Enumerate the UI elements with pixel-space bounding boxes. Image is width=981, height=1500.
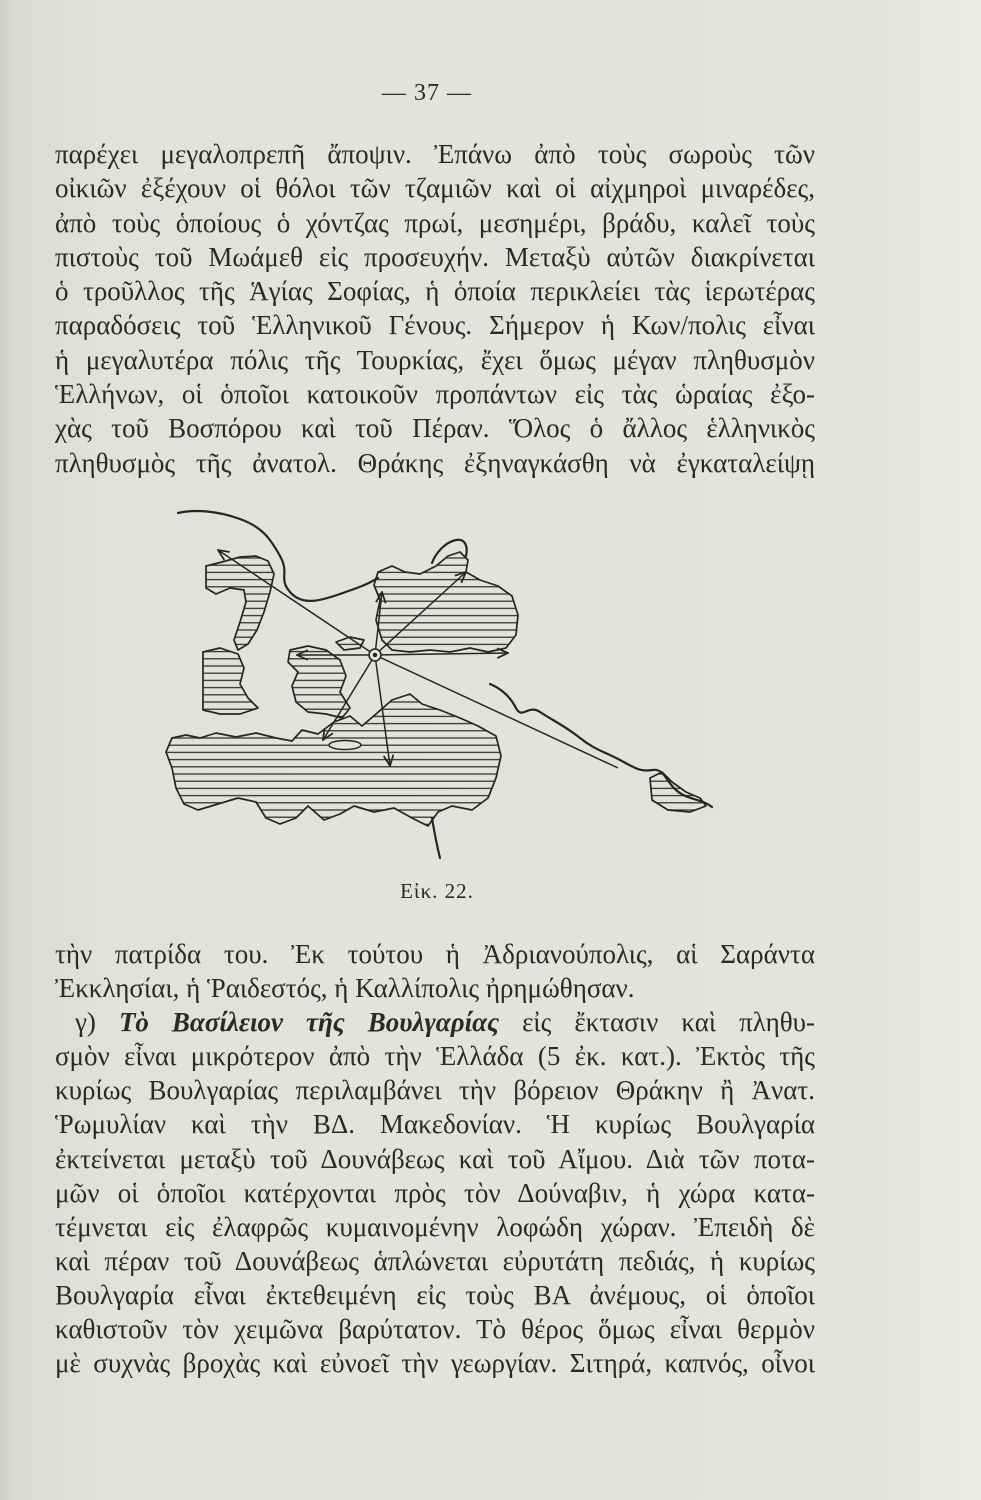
text-line: παρέχει μεγαλοπρεπῆ ἄποψιν. Ἐπάνω ἀπὸ τοὺς σωροὺς τῶν (55, 139, 815, 169)
text-line: καθιστοῦν τὸν χειμῶνα βαρύτατον. Τὸ θέρος ὅμως εἶναι θερμὸν (55, 1314, 815, 1345)
figure-caption: Εἰκ. 22. (400, 879, 474, 903)
text-line: Ἐκκλησίαι, ἡ Ῥαιδεστός, ἡ Καλλίπολις ἠρημώθησαν. (55, 973, 635, 1004)
section-heading-line (55, 1005, 815, 1039)
map-figure (150, 490, 730, 870)
text-line: χὰς τοῦ Βοσπόρου καὶ τοῦ Πέραν. Ὅλος ὁ ἄλλος ἑλληνικὸς (55, 413, 815, 444)
text-line: ἡ μεγαλυτέρα πόλις τῆς Τουρκίας, ἔχει ὅμως μέγαν πληθυσμὸν (55, 344, 815, 375)
page-number: — 37 — (382, 80, 472, 106)
island-shape (329, 741, 361, 750)
text-line: οἰκιῶν ἐξέχουν οἱ θόλοι τῶν τζαμιῶν καὶ οἱ αἰχμηροὶ μιναρέδες, (55, 173, 815, 204)
hatched-sea-region (288, 646, 350, 718)
hatched-sea-region (203, 648, 258, 714)
center-marker (369, 649, 381, 661)
text-line: ὁ τροῦλλος τῆς Ἁγίας Σοφίας, ἡ ὁποία περικλείει τὰς ἱερωτέρας (55, 276, 815, 307)
paragraph-top (55, 137, 815, 480)
section-marker: γ) (75, 1007, 96, 1038)
text-line: παραδόσεις τοῦ Ἑλληνικοῦ Γένους. Σήμερον ἡ Κων/πολις εἶναι (55, 310, 815, 341)
text-line: σμὸν εἶναι μικρότερον ἀπὸ τὴν Ἑλλάδα (5 ἐκ. κατ.). Ἐκτὸς τῆς (55, 1041, 815, 1072)
text-line: τέμνεται εἰς ἐλαφρῶς κυμαινομένην λοφώδη χώραν. Ἐπειδὴ δὲ (55, 1211, 815, 1242)
section-heading: Τὸ Βασίλειον τῆς Βουλγαρίας (118, 1007, 500, 1038)
text-line: Ῥωμυλίαν καὶ τὴν ΒΔ. Μακεδονίαν. Ἡ κυρίως Βουλγαρία (55, 1109, 815, 1140)
text-line: μὲ συχνὰς βροχὰς καὶ εὐνοεῖ τὴν γεωργίαν. Σιτηρά, καπνός, οἶνοι (55, 1348, 815, 1379)
text-line: ἐκτείνεται μεταξὺ τοῦ Δουνάβεως καὶ τοῦ Αἴμου. Διὰ τῶν ποτα- (55, 1143, 815, 1174)
river-line (432, 818, 440, 858)
hatched-sea-region (206, 556, 274, 650)
text-line: ἀπὸ τοὺς ὁποίους ὁ χόντζας πρωί, μεσημέρι, βράδυ, καλεῖ τοὺς (55, 207, 815, 238)
text-line: Ἑλλήνων, οἱ ὁποῖοι κατοικοῦν προπάντων εἰς τὰς ὡραίας ἐξο- (55, 379, 815, 410)
text-line: μῶν οἱ ὁποῖοι κατέρχονται πρὸς τὸν Δούναβιν, ἡ χώρα κατα- (55, 1177, 815, 1208)
text-line: τὴν πατρίδα του. Ἐκ τούτου ἡ Ἀδριανούπολις, αἱ Σαράντα (55, 939, 815, 969)
text-line: Βουλγαρία εἶναι ἐκτεθειμένη εἰς τοὺς ΒΑ ἀνέμους, οἱ ὁποῖοι (55, 1279, 815, 1310)
text-line: κυρίως Βουλγαρίας περιλαμβάνει τὴν βόρειον Θράκην ἢ Ἀνατ. (55, 1075, 815, 1106)
direction-arrow (375, 653, 508, 655)
text-line: πιστοὺς τοῦ Μωάμεθ εἰς προσευχήν. Μεταξὺ αὐτῶν διακρίνεται (55, 241, 815, 272)
text-line: πληθυσμὸς τῆς ἀνατολ. Θράκης ἐξηναγκάσθη νὰ ἐγκαταλείψῃ (55, 447, 815, 478)
text-line: καὶ πέραν τοῦ Δουνάβεως ἁπλώνεται εὐρυτάτη πεδιάς, ἡ κυρίως (55, 1245, 815, 1276)
text-run: εἰς ἔκτασιν καὶ πληθυ- (522, 1007, 816, 1038)
paragraph-bottom (55, 937, 815, 1380)
